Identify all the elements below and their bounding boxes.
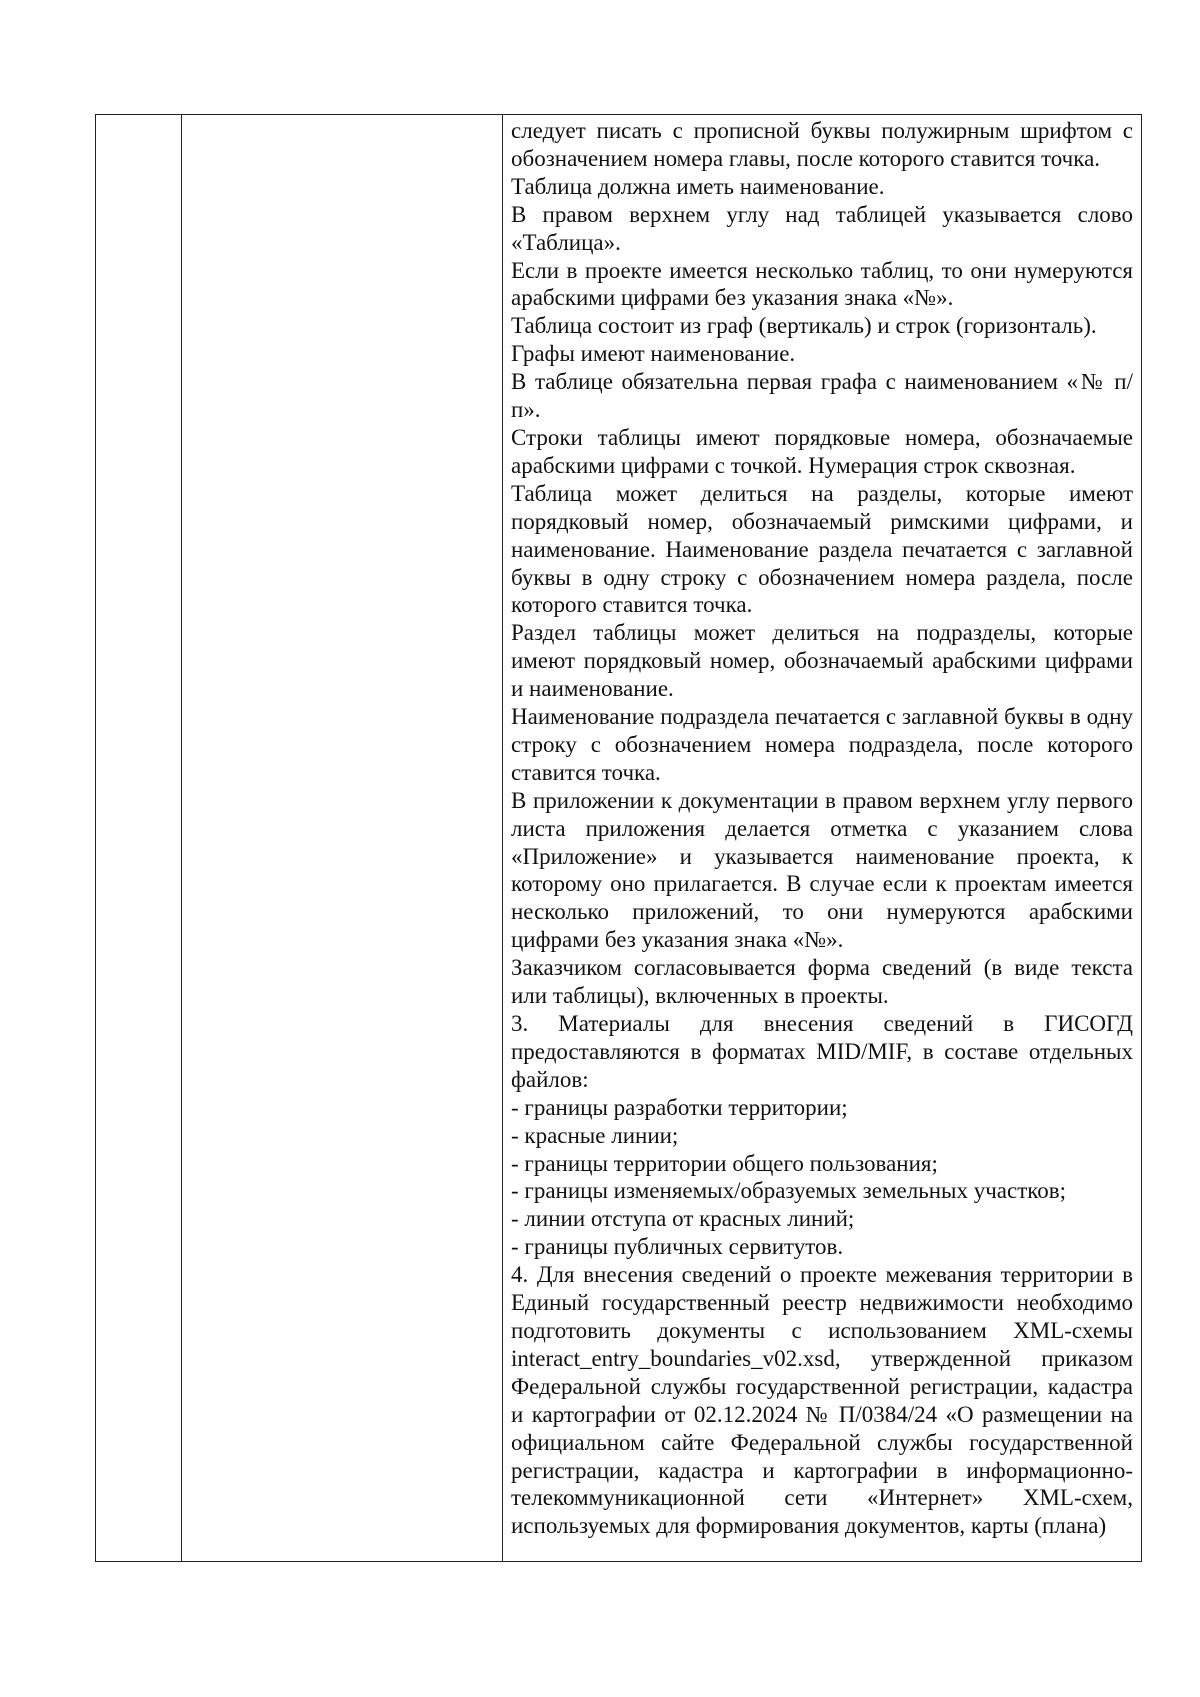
closing-paragraph: 4. Для внесения сведений о проекте межевания территории в Единый государственный реестр недвижимости необходимо подготовить документы с использованием XML-схемы interact_entry_boundaries_v02.xsd, утвержденной приказом Федеральной службы государственной регистрации, кадастра и картографии от 02.12.2024 № П/0384/24 «О размещении на официальном сайте Федеральной службы государственной регистрации, кадастра и картографии в информационно-телекоммуникационной сети «Интернет» XML-схем, используемых для формирования документов, карты (плана)	[511, 1262, 1133, 1539]
table-row	[96, 115, 1142, 1562]
list-item: - границы публичных сервитутов.	[511, 1234, 844, 1260]
name-cell	[182, 115, 503, 1562]
list-item: - границы изменяемых/образуемых земельных участков;	[511, 1178, 1067, 1204]
paragraph: В приложении к документации в правом верхнем углу первого листа приложения делается отметка с указанием слова «Приложение» и указывается наименование проекта, к которому оно прилагается. В случае если к проектам имеется несколько приложений, то они нумеруются арабскими цифрами без указания знака «№».	[511, 787, 1133, 953]
paragraph: Наименование подраздела печатается с заглавной буквы в одну строку с обозначением номера подраздела, после которого ставится точка.	[511, 704, 1133, 785]
list-item: - линии отступа от красных линий;	[511, 1206, 855, 1232]
number-cell	[96, 115, 182, 1562]
requirements-table	[95, 114, 1142, 1562]
paragraph: Если в проекте имеется несколько таблиц, то они нумеруются арабскими цифрами без указания знака «№».	[511, 257, 1133, 311]
paragraph: Раздел таблицы может делиться на подразделы, которые имеют порядковый номер, обозначаемый арабскими цифрами и наименование.	[511, 620, 1133, 702]
list-item: - красные линии;	[511, 1122, 679, 1148]
paragraph: В таблице обязательна первая графа с наименованием «№ п/п».	[511, 369, 1133, 423]
paragraph: Таблица может делиться на разделы, которые имеют порядковый номер, обозначаемый римскими цифрами, и наименование. Наименование раздела печатается с заглавной буквы в одну строку с обозначением номера раздела, после которого ставится точка.	[511, 480, 1133, 618]
paragraph: Графы имеют наименование.	[511, 341, 796, 367]
paragraph: 3. Материалы для внесения сведений в ГИСОГД предоставляются в форматах MID/MIF, в составе отдельных файлов:	[511, 1011, 1133, 1092]
paragraph: Заказчиком согласовывается форма сведений (в виде текста или таблицы), включенных в проекты.	[511, 955, 1133, 1009]
paragraph: Таблица состоит из граф (вертикаль) и строк (горизонталь).	[511, 313, 1097, 339]
paragraph: Строки таблицы имеют порядковые номера, обозначаемые арабскими цифрами с точкой. Нумерация строк сквозная.	[511, 424, 1133, 478]
paragraph: следует писать с прописной буквы полужирным шрифтом с обозначением номера главы, после которого ставится точка.	[511, 118, 1133, 171]
paragraph: Таблица должна иметь наименование.	[511, 173, 885, 199]
list-item: - границы территории общего пользования;	[511, 1150, 938, 1176]
paragraph: В правом верхнем углу над таблицей указывается слово «Таблица».	[511, 201, 1133, 255]
list-item: - границы разработки территории;	[511, 1094, 848, 1120]
content-cell	[503, 115, 1142, 1562]
